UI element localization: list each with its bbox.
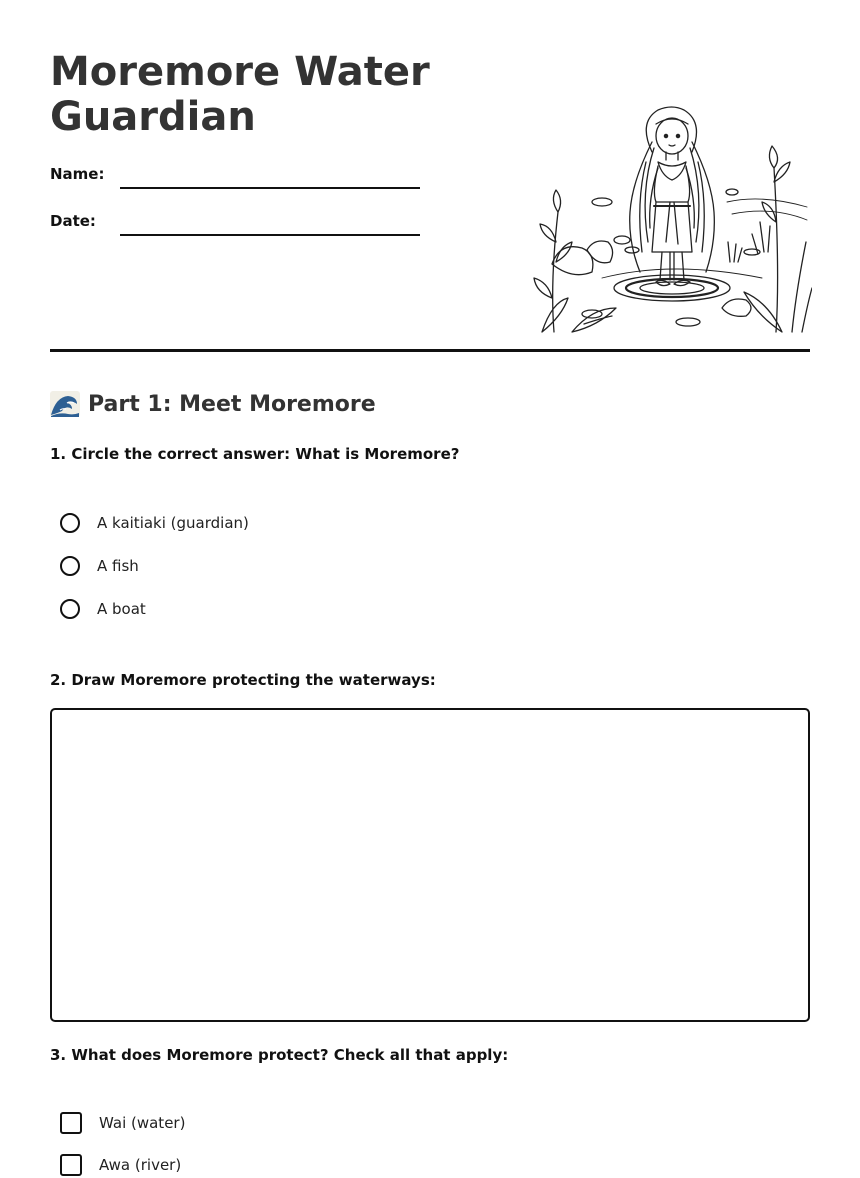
q1-option[interactable] [60, 553, 139, 579]
section-heading-text: Part 1: Meet Moremore [88, 391, 376, 417]
q1-option-label: A kaitiaki (guardian) [97, 514, 249, 532]
name-field[interactable] [120, 187, 420, 189]
radio-circle[interactable] [60, 599, 80, 619]
checkbox[interactable] [60, 1154, 82, 1176]
date-label: Date: [50, 212, 96, 230]
q1-option-label: A fish [97, 557, 139, 575]
water-wave-icon [50, 391, 80, 417]
worksheet-page [50, 0, 810, 1174]
question-2: 2. Draw Moremore protecting the waterways: [50, 671, 436, 689]
q1-option[interactable] [60, 510, 249, 536]
q3-option-label: Awa (river) [99, 1156, 182, 1174]
section-heading-part1 [50, 387, 376, 421]
q3-option[interactable] [60, 1152, 181, 1178]
name-label: Name: [50, 165, 105, 183]
drawing-area[interactable] [50, 708, 810, 1022]
q1-option[interactable] [60, 596, 146, 622]
worksheet-title: Moremore Water Guardian [50, 49, 430, 140]
radio-circle[interactable] [60, 513, 80, 533]
q3-option-label: Wai (water) [99, 1114, 186, 1132]
radio-circle[interactable] [60, 556, 80, 576]
question-3: 3. What does Moremore protect? Check all that apply: [50, 1046, 509, 1064]
date-field[interactable] [120, 234, 420, 236]
checkbox[interactable] [60, 1112, 82, 1134]
q1-option-label: A boat [97, 600, 146, 618]
q3-option[interactable] [60, 1110, 185, 1136]
header-divider [50, 349, 810, 352]
moremore-coloring-illustration [532, 102, 812, 334]
question-1: 1. Circle the correct answer: What is Moremore? [50, 445, 460, 463]
